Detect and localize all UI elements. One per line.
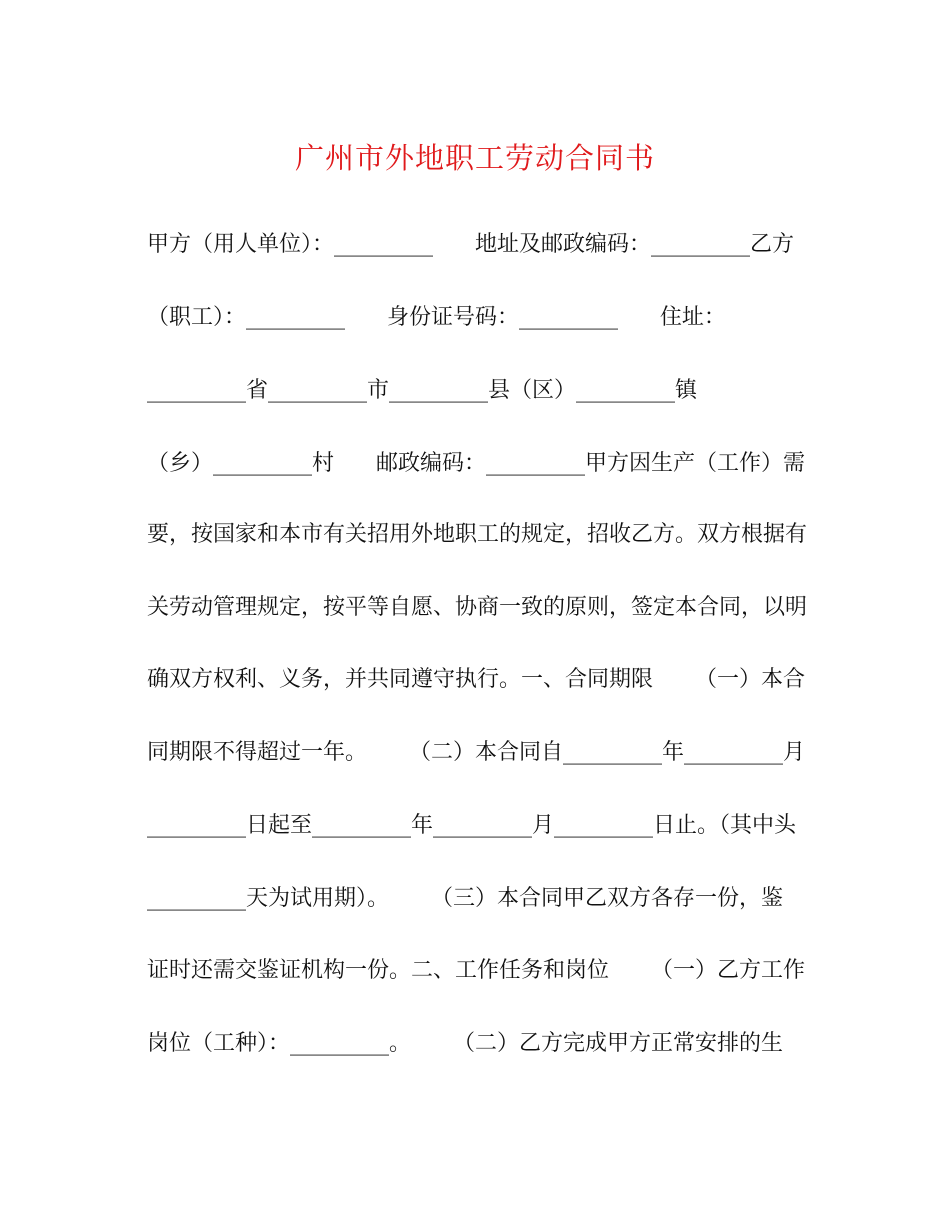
body-line-8: 同期限不得超过一年。 （二）本合同自_________年_________月 (147, 740, 805, 765)
body-line-9: _________日起至_________年_________月_________日止。（其中头 (147, 813, 797, 838)
body-line-7: 确双方权利、义务，并共同遵守执行。一、合同期限 （一）本合 (147, 667, 805, 692)
body-line-3: _________省_________市_________县（区）_________镇 (147, 378, 698, 403)
body-line-6: 关劳动管理规定，按平等自愿、协商一致的原则，签定本合同，以明 (147, 595, 808, 620)
body-line-5: 要，按国家和本市有关招用外地职工的规定，招收乙方。双方根据有 (147, 522, 808, 547)
body-line-1: 甲方（用人单位）：_________ 地址及邮政编码：_________乙方 (147, 232, 794, 257)
document-title: 广州市外地职工劳动合同书 (294, 141, 655, 175)
body-line-2: （职工）：_________ 身份证号码：_________ 住址： (147, 305, 726, 330)
body-line-11: 证时还需交鉴证机构一份。二、工作任务和岗位 （一）乙方工作 (147, 958, 805, 983)
body-line-10: _________天为试用期）。 （三）本合同甲乙双方各存一份，鉴 (147, 886, 783, 911)
body-line-4: （乡）_________村 邮政编码：_________甲方因生产（工作）需 (147, 451, 805, 476)
body-line-12: 岗位（工种）：_________。 （二）乙方完成甲方正常安排的生 (147, 1031, 783, 1056)
